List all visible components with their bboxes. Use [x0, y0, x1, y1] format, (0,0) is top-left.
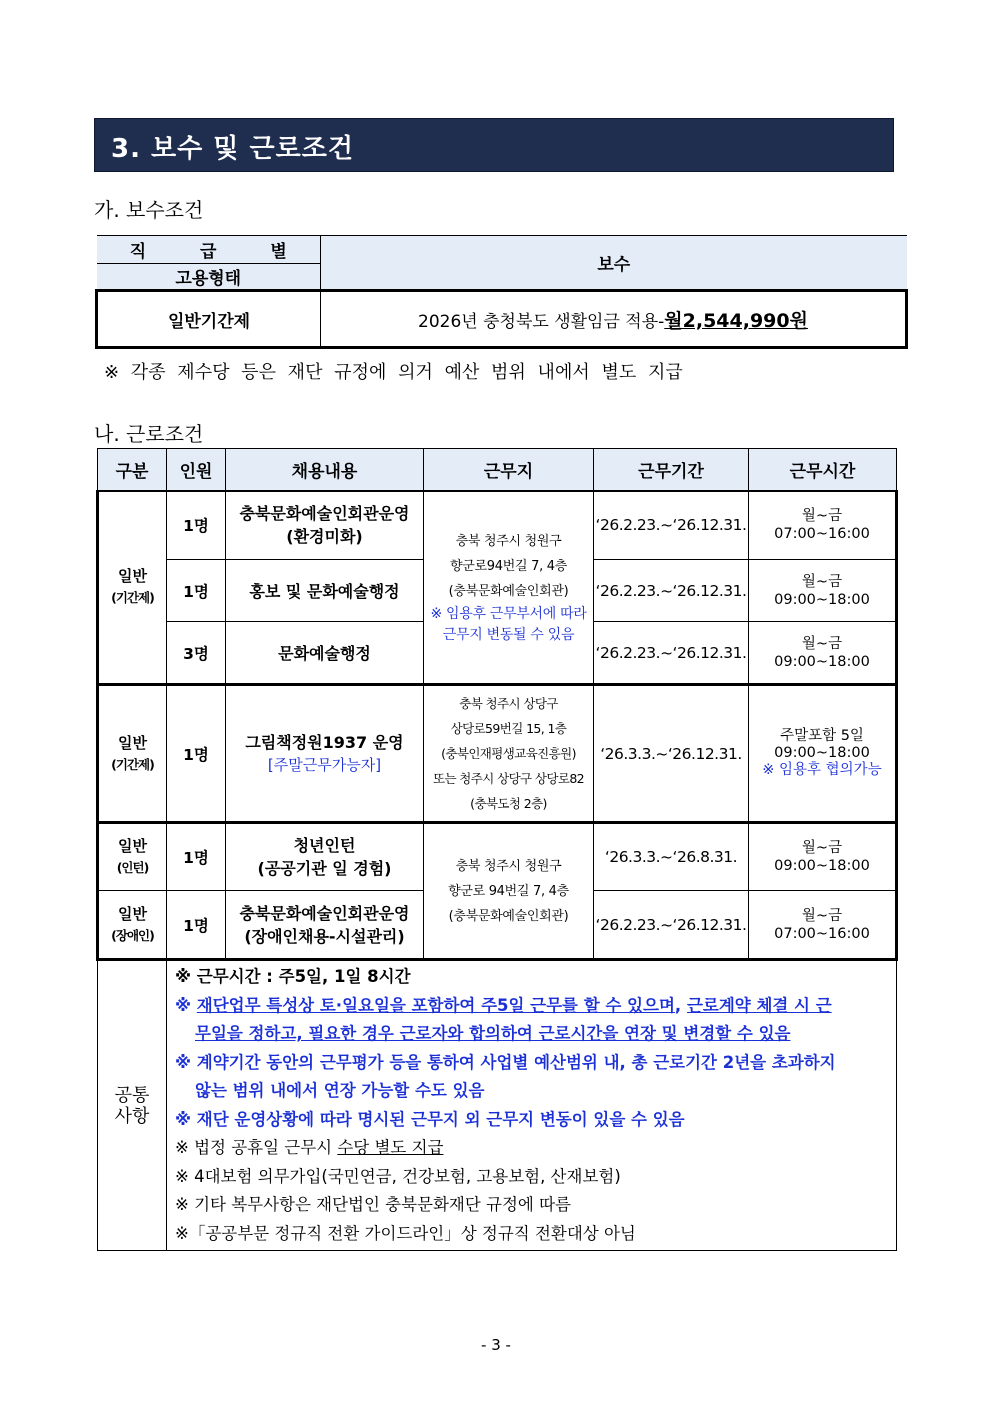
g2-loc-2: 상당로59번길 15, 1층	[450, 721, 567, 736]
g34-location	[424, 823, 594, 960]
pay-note: ※ 각종 제수당 등은 재단 규정에 의거 예산 범위 내에서 별도 지급	[104, 362, 683, 383]
common-line-6: ※ 4대보험 의무가입(국민연금, 건강보험, 고용보험, 산재보험)	[175, 1166, 621, 1186]
g1-r1-days: 월~금	[801, 508, 843, 525]
g3-sub: (인턴)	[116, 860, 149, 875]
g1-loc-3: (충북문화예술인회관)	[448, 583, 569, 599]
pay-row-amount-cell	[321, 291, 907, 348]
common-line-1: ※ 근무시간 : 주5일, 1일 8시간	[175, 967, 411, 986]
g1-r1-hours	[749, 491, 897, 560]
common-label-2: 사항	[114, 1105, 150, 1127]
g4-category	[98, 891, 167, 960]
common-line-5a: ※ 법정 공휴일 근무시	[175, 1138, 338, 1157]
pay-header-salary: 보수	[321, 236, 907, 291]
g4-content1: 충북문화예술인회관운영	[239, 903, 410, 923]
header-content: 채용내용	[226, 449, 424, 491]
g4-days: 월~금	[801, 907, 843, 924]
g3-content2: (공공기관 일 경험)	[257, 859, 392, 878]
g1-r3-days: 월~금	[801, 635, 843, 652]
g4-content2: (장애인채용-시설관리)	[244, 926, 405, 946]
pay-amount: 월2,544,990원	[664, 309, 808, 332]
common-line-7: ※ 기타 복무사항은 재단법인 충북문화재단 규정에 따름	[175, 1195, 571, 1214]
g4-period: ‘26.2.23.~‘26.12.31.	[594, 891, 749, 960]
g1-sub: (기간제)	[111, 590, 154, 606]
g1-loc-2: 향군로94번길 7, 4층	[450, 558, 567, 574]
common-label	[98, 960, 167, 1251]
g1-category	[98, 491, 167, 685]
pay-header-employment: 고용형태	[97, 264, 321, 291]
g2-loc-4: 또는 청주시 상당구 상당로82	[432, 771, 585, 786]
g2-content	[226, 685, 424, 823]
header-hours: 근무시간	[749, 449, 897, 491]
g1-r2-time: 09:00~18:00	[774, 591, 870, 608]
g2-content2: [주말근무가능자]	[267, 755, 382, 774]
work-table	[96, 448, 898, 1251]
g2-count: 1명	[167, 685, 226, 823]
g2-loc-1: 충북 청주시 상당구	[459, 696, 558, 711]
pay-table	[95, 235, 908, 349]
g1-r1-content2: (환경미화)	[286, 527, 363, 547]
header-period: 근무기간	[594, 449, 749, 491]
g2-time: 09:00~18:00	[774, 745, 870, 761]
g1-r2-hours	[749, 560, 897, 622]
common-line-2a-u1: 재단업무 특성상 토·일요일을 포함하여 주5일 근무를 할 수 있으며	[196, 995, 675, 1015]
g3-period: ‘26.3.3.~‘26.8.31.	[594, 823, 749, 891]
g1-r2-period: ‘26.2.23.~‘26.12.31.	[594, 560, 749, 622]
page-number: - 3 -	[481, 1336, 511, 1354]
work-heading: 나. 근로조건	[94, 422, 204, 446]
g4-count: 1명	[167, 891, 226, 960]
g2-loc-3: (충북인재평생교육진흥원)	[441, 746, 576, 761]
common-line-2a-sep: ,	[674, 995, 687, 1015]
g1-r1-period: ‘26.2.23.~‘26.12.31.	[594, 491, 749, 560]
pay-heading: 가. 보수조건	[94, 198, 204, 222]
g2-note: ※ 임용후 협의가능	[762, 762, 882, 778]
g34-loc-3: (충북문화예술인회관)	[448, 908, 569, 924]
common-line-3a: ※ 계약기간 동안의 근무평가 등을 통하여 사업별 예산범위 내, 총 근로기간 2년을 초과하지	[175, 1052, 836, 1072]
g1-r3-content: 문화예술행정	[226, 622, 424, 685]
g2-loc-5: (충북도청 2층)	[470, 796, 547, 811]
g1-r3-count: 3명	[167, 622, 226, 685]
g1-r1-content1: 충북문화예술인회관운영	[239, 504, 410, 524]
common-line-2a-u2: 근로계약 체결 시 근	[686, 995, 832, 1015]
g3-time: 09:00~18:00	[774, 858, 870, 874]
g1-r3-hours	[749, 622, 897, 685]
g34-loc-1: 충북 청주시 청원구	[455, 858, 562, 874]
pay-header-grade: 직 급 별	[97, 236, 321, 264]
g4-label: 일반	[118, 904, 147, 923]
g4-content	[226, 891, 424, 960]
g3-count: 1명	[167, 823, 226, 891]
header-category: 구분	[98, 449, 167, 491]
g1-r3-time: 09:00~18:00	[774, 653, 870, 670]
common-line-5b: 수당 별도 지급	[337, 1138, 444, 1157]
g2-content1: 그림책정원1937 운영	[245, 732, 404, 752]
pay-row-type: 일반기간제	[97, 291, 321, 348]
common-line-2b: 무일을 정하고, 필요한 경우 근로자와 합의하여 근로시간을 연장 및 변경할 수 있음	[195, 1024, 791, 1043]
g1-r2-content: 홍보 및 문화예술행정	[226, 560, 424, 622]
g2-period: ‘26.3.3.~‘26.12.31.	[594, 685, 749, 823]
g2-category	[98, 685, 167, 823]
pay-row-text: 2026년 충청북도 생활임금 적용-	[418, 311, 665, 332]
g1-r1-count: 1명	[167, 491, 226, 560]
header-location: 근무지	[424, 449, 594, 491]
g1-r2-count: 1명	[167, 560, 226, 622]
g1-location	[424, 491, 594, 685]
g34-loc-2: 향군로 94번길 7, 4층	[448, 883, 569, 899]
common-line-5	[175, 1134, 896, 1163]
common-line-3b: 않는 범위 내에서 연장 가능할 수도 있음	[195, 1081, 485, 1100]
common-line-4: ※ 재단 운영상황에 따라 명시된 근무지 외 근무지 변동이 있을 수 있음	[175, 1109, 685, 1129]
g4-time: 07:00~16:00	[774, 925, 870, 942]
common-line-2a	[175, 992, 896, 1021]
g3-hours	[749, 823, 897, 891]
g3-content1: 청년인턴	[293, 836, 356, 855]
section-title: 3. 보수 및 근로조건	[111, 134, 354, 164]
g1-r2-days: 월~금	[801, 573, 843, 590]
section-title-bar	[94, 118, 894, 172]
g1-label: 일반	[118, 567, 147, 586]
common-line-8: ※「공공부문 정규직 전환 가이드라인」상 정규직 전환대상 아님	[175, 1223, 636, 1243]
g4-hours	[749, 891, 897, 960]
g1-r3-period: ‘26.2.23.~‘26.12.31.	[594, 622, 749, 685]
g2-label: 일반	[118, 733, 147, 752]
header-count: 인원	[167, 449, 226, 491]
g2-location	[424, 685, 594, 823]
common-line-2a-prefix: ※	[175, 995, 197, 1015]
g1-loc-note: ※ 임용후 근무부서에 따라 근무지 변동될 수 있음	[430, 605, 587, 643]
g1-loc-1: 충북 청주시 청원구	[455, 533, 562, 549]
g2-days: 주말포함 5일	[780, 728, 864, 744]
g2-hours	[749, 685, 897, 823]
g3-days: 월~금	[801, 840, 843, 856]
g3-content	[226, 823, 424, 891]
g1-r1-content	[226, 491, 424, 560]
g2-sub: (기간제)	[111, 756, 154, 772]
g4-sub: (장애인)	[111, 927, 154, 943]
common-notes	[167, 960, 897, 1251]
common-label-1: 공통	[114, 1084, 150, 1106]
g3-category	[98, 823, 167, 891]
g3-label: 일반	[118, 837, 147, 855]
g1-r1-time: 07:00~16:00	[774, 526, 870, 543]
